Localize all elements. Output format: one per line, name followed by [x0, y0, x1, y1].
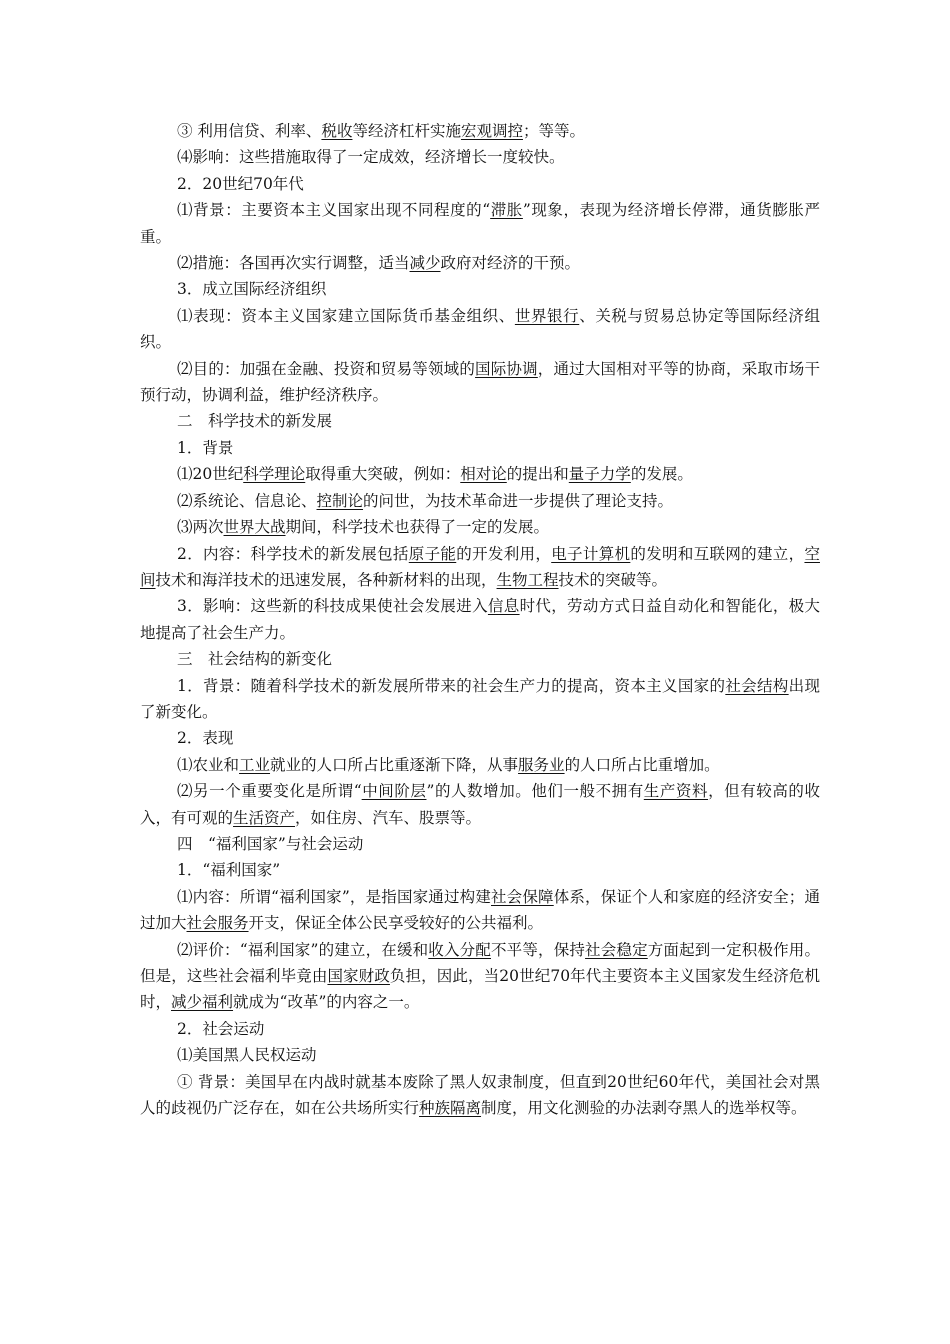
paragraph [140, 356, 820, 409]
paragraph [140, 144, 820, 170]
text-run: 、关税与贸易总协定等国际经济组织。 [140, 306, 820, 352]
paragraph [140, 435, 820, 461]
text-run: 3．影响：这些新的科技成果使社会发展进入 [177, 597, 488, 616]
text-run: 方面起到一定积极作用。但是，这些社会福利毕竟由 [140, 940, 820, 985]
paragraph [140, 857, 820, 883]
paragraph [140, 1069, 820, 1122]
text-run: 三 社会结构的新变化 [177, 650, 333, 669]
underlined-term: 相对论 [460, 465, 507, 484]
underlined-term: 生活资产 [233, 808, 296, 827]
underlined-term: 工业 [239, 755, 271, 774]
underlined-term: 生物工程 [496, 570, 559, 589]
paragraph [140, 884, 820, 937]
text-run: 的人口所占比重增加。 [564, 755, 720, 774]
text-run: ”现象，表现为经济增长停滞，通货膨胀严重。 [140, 201, 820, 246]
text-run: 等经济杠杆实施 [352, 122, 461, 140]
text-run: ”的人数增加。他们一般不拥有 [426, 782, 644, 801]
text-run: 2．20世纪70年代 [177, 174, 304, 193]
underlined-term: 国际协调 [475, 359, 538, 378]
underlined-term: 社会保障 [491, 887, 554, 906]
text-run: 1．“福利国家” [177, 861, 281, 880]
underlined-term: 控制论 [316, 491, 364, 510]
text-run: 就成为“改革”的内容之一。 [233, 993, 420, 1012]
text-run: ⑵目的：加强在金融、投资和贸易等领域的 [177, 359, 476, 378]
text-run: 2．内容：科学技术的新发展包括 [177, 544, 409, 563]
paragraph [140, 118, 820, 144]
text-run: 技术和海洋技术的迅速发展，各种新材料的出现， [155, 570, 497, 589]
text-run: ，但有较高的收入，有可观的 [140, 782, 820, 827]
paragraph [140, 593, 820, 646]
paragraph [140, 1042, 820, 1068]
text-run: 开支，保证全体公民享受较好的公共福利。 [248, 914, 544, 933]
text-run: 1．背景 [177, 438, 234, 457]
paragraph [140, 408, 820, 434]
text-run: 制度，用文化测验的办法剥夺黑人的选举权等。 [481, 1099, 807, 1118]
text-run: ⑴20世纪 [177, 465, 244, 484]
text-run: 3．成立国际经济组织 [177, 280, 327, 299]
text-run: ，如住房、汽车、股票等。 [295, 808, 482, 827]
underlined-term: 空间 [140, 544, 820, 589]
paragraph [140, 250, 820, 276]
text-run: ⑴美国黑人民权运动 [177, 1046, 317, 1065]
underlined-term: 科学理论 [243, 465, 306, 484]
underlined-term: 社会结构 [725, 676, 789, 695]
underlined-term: 减少 [409, 254, 441, 273]
paragraph [140, 514, 820, 540]
document-body [140, 118, 820, 1121]
underlined-term: 原子能 [408, 544, 457, 563]
text-run: 的发明和互联网的建立， [630, 544, 805, 563]
underlined-term: 生产资料 [643, 782, 709, 801]
underlined-term: 减少福利 [171, 993, 234, 1012]
underlined-term: 社会服务 [186, 914, 249, 933]
text-run: 2．社会运动 [177, 1019, 265, 1038]
paragraph [140, 937, 820, 1016]
paragraph [140, 197, 820, 250]
text-run: ⑵措施：各国再次实行调整，适当 [177, 254, 410, 273]
underlined-term: 种族隔离 [419, 1099, 482, 1118]
paragraph [140, 673, 820, 726]
paragraph [140, 461, 820, 487]
underlined-term: 信息 [487, 597, 520, 616]
text-run: 政府对经济的干预。 [440, 254, 581, 273]
paragraph [140, 303, 820, 356]
text-run: ⑵系统论、信息论、 [177, 491, 317, 510]
underlined-term: 国家财政 [327, 967, 390, 985]
text-run: ③ 利用信贷、利率、 [177, 122, 322, 140]
underlined-term: 收入分配 [428, 940, 491, 959]
paragraph [140, 171, 820, 197]
underlined-term: 服务业 [518, 755, 565, 774]
text-run: 期间，科学技术也获得了一定的发展。 [285, 518, 550, 537]
paragraph [140, 646, 820, 672]
text-run: ⑷影响：这些措施取得了一定成效，经济增长一度较快。 [177, 148, 565, 167]
text-run: ；等等。 [522, 122, 585, 140]
text-run: 不平等，保持 [491, 940, 586, 959]
paragraph [140, 276, 820, 302]
underlined-term: 电子计算机 [551, 544, 631, 563]
paragraph [140, 1016, 820, 1042]
paragraph [140, 541, 820, 594]
text-run: ⑵评价：“福利国家”的建立，在缓和 [177, 940, 429, 959]
paragraph [140, 752, 820, 778]
underlined-term: 量子力学 [568, 465, 631, 484]
text-run: ① 背景：美国早在内战时就基本废除了黑人奴隶制度，但直到20世纪60年代，美国社会对黑人的歧视仍广泛存在，如在公共场所实行 [140, 1072, 820, 1118]
text-run: ⑵另一个重要变化是所谓“ [177, 782, 362, 801]
underlined-term: 宏观调控 [460, 122, 523, 140]
text-run: ⑴表现：资本主义国家建立国际货币基金组织、 [177, 306, 515, 325]
underlined-term: 世界银行 [514, 306, 580, 325]
text-run: 的问世，为技术革命进一步提供了理论支持。 [363, 491, 674, 510]
underlined-term: 税收 [321, 122, 353, 140]
text-run: ⑴农业和 [177, 755, 240, 774]
paragraph [140, 725, 820, 751]
text-run: 体系，保证个人和家庭的经济安全；通过加大 [140, 887, 820, 933]
text-run: 就业的人口所占比重逐渐下降，从事 [270, 755, 519, 774]
text-run: 时代，劳动方式日益自动化和智能化，极大地提高了社会生产力。 [140, 597, 820, 642]
paragraph [140, 778, 820, 831]
text-run: 取得重大突破，例如： [305, 465, 461, 484]
text-run: ⑶两次 [177, 518, 224, 537]
text-run: 四 “福利国家”与社会运动 [177, 834, 364, 853]
text-run: ，通过大国相对平等的协商，采取市场干预行动，协调利益，维护经济秩序。 [140, 359, 820, 405]
text-run: ⑴背景：主要资本主义国家出现不同程度的“ [177, 201, 491, 220]
text-run: 技术的突破等。 [558, 570, 668, 589]
text-run: 的提出和 [506, 465, 569, 484]
text-run: 的开发利用， [456, 544, 552, 563]
text-run: 2．表现 [177, 729, 234, 748]
underlined-term: 社会稳定 [585, 940, 648, 959]
underlined-term: 中间阶层 [361, 782, 427, 801]
paragraph [140, 488, 820, 514]
text-run: 出现了新变化。 [140, 676, 820, 721]
text-run: 负担，因此，当20世纪70年代主要资本主义国家发生经济危机时， [140, 967, 820, 1012]
paragraph [140, 831, 820, 857]
text-run: ⑴内容：所谓“福利国家”，是指国家通过构建 [177, 887, 491, 906]
underlined-term: 滞胀 [490, 201, 523, 220]
text-run: 的发展。 [630, 465, 693, 484]
text-run: 1．背景：随着科学技术的新发展所带来的社会生产力的提高，资本主义国家的 [177, 676, 726, 695]
underlined-term: 世界大战 [223, 518, 286, 537]
text-run: 二 科学技术的新发展 [177, 412, 333, 431]
